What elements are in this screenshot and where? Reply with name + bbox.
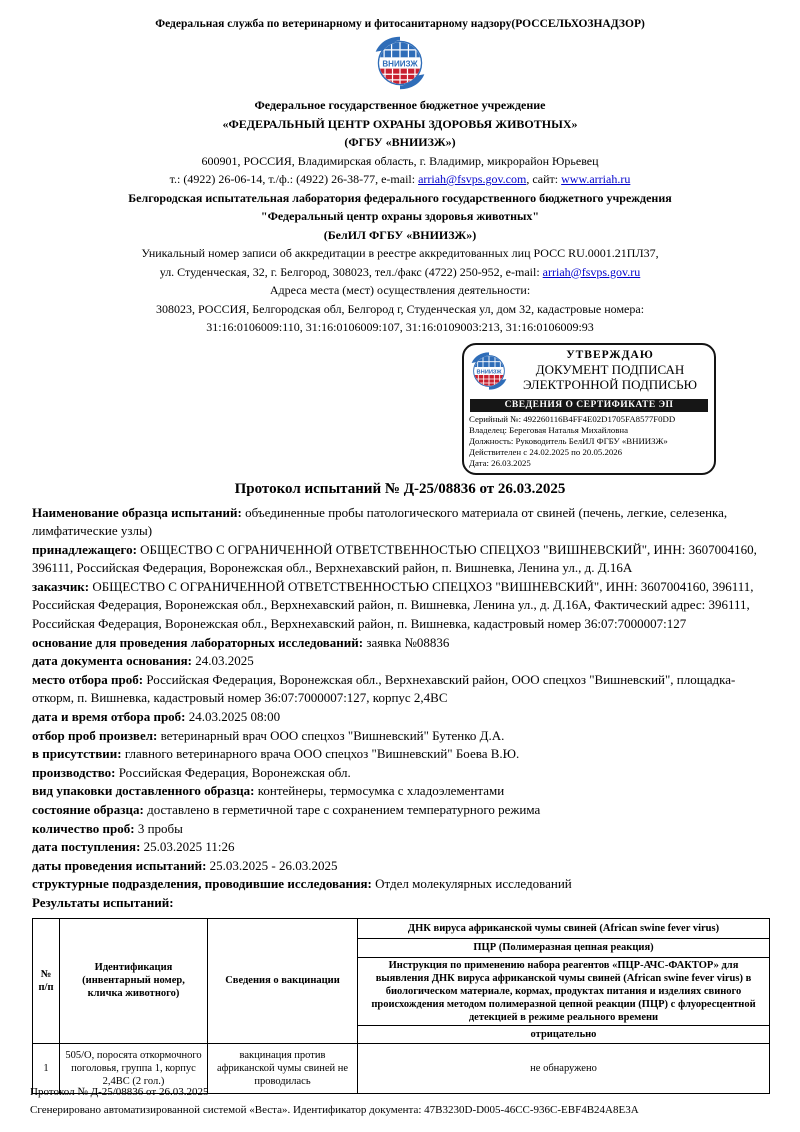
site-label: , сайт: [526, 172, 562, 186]
detail-sampled-by [32, 727, 772, 746]
svg-text:ВНИИЗЖ: ВНИИЗЖ [476, 368, 502, 375]
document-footer [30, 1084, 639, 1119]
detail-label: дата документа основания: [32, 653, 192, 669]
detail-basis [32, 634, 772, 653]
detail-customer [32, 578, 772, 634]
org-contacts [0, 170, 800, 189]
row-result-cell: не обнаружено [358, 1043, 770, 1093]
detail-value: главного ветеринарного врача ООО спецхоз "Вишневский" Боева В.Ю. [124, 746, 520, 762]
detail-sample-condition [32, 801, 772, 820]
footer-generated-by: Сгенерировано автоматизированной системой «Веста». Идентификатор документа: 47B3230D-D005-46CC-936C-EBF4B24A8E3A [30, 1103, 639, 1116]
stamp-validity: Действителен с 24.02.2025 по 20.05.2026 [469, 447, 623, 458]
contacts-prefix: т.: (4922) 26-06-14, т./ф.: (4922) 26-38-77, e-mail: [169, 172, 419, 186]
test-target-header: ДНК вируса африканской чумы свиней (African swine fever virus) [358, 918, 770, 938]
org-site-link[interactable]: www.arriah.ru [561, 172, 631, 186]
detail-sample-count [32, 820, 772, 839]
org-abbr: (ФГБУ «ВНИИЗЖ») [344, 135, 456, 149]
results-table [32, 918, 770, 1094]
detail-received-date [32, 838, 772, 857]
detail-test-dates [32, 857, 772, 876]
stamp-position: Должность: Руководитель БелИЛ ФГБУ «ВНИИЗЖ» [469, 435, 668, 446]
protocol-details [32, 504, 772, 913]
org-name: «ФЕДЕРАЛЬНЫЙ ЦЕНТР ОХРАНЫ ЗДОРОВЬЯ ЖИВОТНЫХ» [222, 116, 578, 131]
detail-label: состояние образца: [32, 802, 144, 818]
test-method-header: ПЦР (Полимеразная цепная реакция) [358, 938, 770, 957]
lab-name-line2: "Федеральный центр охраны здоровья животных" [260, 209, 540, 223]
stamp-globe-icon [469, 350, 509, 392]
detail-in-presence [32, 745, 772, 764]
org-email-link[interactable]: arriah@fsvps.gov.com [418, 172, 527, 186]
detail-label: в присутствии: [32, 746, 122, 762]
detail-label: основание для проведения лабораторных исследований: [32, 634, 364, 650]
row-vaccination-cell: вакцинация против африканской чумы свиней не проводилась [208, 1043, 358, 1093]
detail-value: объединенные пробы патологического материала от свиней (печень, легкие, селезенка, лимфатические узлы) [32, 504, 728, 539]
row-identification-cell: 505/О, поросята откормочного поголовья, группа 1, корпус 2,4ВС (2 гол.) [60, 1043, 208, 1093]
detail-label: количество проб: [32, 820, 135, 836]
svg-text:ВНИИЗЖ: ВНИИЗЖ [382, 59, 418, 69]
detail-label: даты проведения испытаний: [32, 857, 207, 873]
lab-email-link[interactable]: arriah@fsvps.gov.ru [542, 264, 641, 279]
detail-value: 3 пробы [137, 820, 183, 836]
detail-value: 25.03.2025 11:26 [143, 839, 235, 855]
stamp-certificate-bar: СВЕДЕНИЯ О СЕРТИФИКАТЕ ЭП [470, 399, 708, 412]
org-address: 600901, РОССИЯ, Владимирская область, г. Владимир, микрорайон Юрьевец [201, 153, 599, 168]
detail-departments [32, 875, 772, 894]
stamp-serial: Серийный №: 492260116B4FF4E02D1705FA8577F0DD [469, 413, 676, 424]
test-instruction-header: Инструкция по применению набора реагентов «ПЦР-АЧС-ФАКТОР» для выявления ДНК вируса африканской чумы свиней (African swine fever virus) в биологическом материале, кормах, продуктах питания и изделиях свиного происхождения методом полимеразной цепной реакции (ПЦР) с флуоресцентной детекцией в режиме реального времени [358, 957, 770, 1025]
detail-label: Наименование образца испытаний: [32, 504, 242, 520]
detail-value: ветеринарный врач ООО спецхоз "Вишневский" Бутенко Д.А. [160, 727, 505, 743]
stamp-approve-label: УТВЕРЖДАЮ [566, 348, 654, 361]
document-header [0, 0, 800, 337]
stamp-signed-line1: ДОКУМЕНТ ПОДПИСАН [535, 361, 685, 377]
detail-value: контейнеры, термосумка с хладоэлементами [257, 783, 505, 799]
detail-label: место отбора проб: [32, 671, 144, 687]
detail-label: Результаты испытаний: [32, 894, 174, 910]
detail-packaging [32, 782, 772, 801]
stamp-signed-line2: ЭЛЕКТРОННОЙ ПОДПИСЬЮ [523, 377, 697, 392]
detail-value: Российская Федерация, Воронежская обл. [118, 764, 351, 780]
detail-value: заявка №08836 [366, 634, 450, 650]
detail-label: заказчик: [32, 578, 90, 594]
detail-label: принадлежащего: [32, 541, 137, 557]
agency-name: Федеральная служба по ветеринарному и фитосанитарному надзору(РОССЕЛЬХОЗНАДЗОР) [155, 18, 645, 30]
accreditation-number: Уникальный номер записи об аккредитации в реестре аккредитованных лиц РОСС RU.0001.21ПЛ37, [141, 246, 659, 260]
vniizh-logo [0, 34, 800, 92]
lab-address [0, 263, 800, 282]
detail-label: вид упаковки доставленного образца: [32, 783, 255, 799]
cadastral-numbers: 31:16:0106009:110, 31:16:0106009:107, 31:16:0109003:213, 31:16:0106009:93 [206, 320, 594, 334]
stamp-owner: Владелец: Береговая Наталья Михайловна [469, 424, 629, 435]
detail-label: структурные подразделения, проводившие исследования: [32, 876, 372, 892]
detail-value: ОБЩЕСТВО С ОГРАНИЧЕННОЙ ОТВЕТСТВЕННОСТЬЮ СПЕЦХОЗ "ВИШНЕВСКИЙ", ИНН: 3607004160, 396111, Российская Федерация, Воронежская обл., Верхнехавский район, п. Вишневка, Ленина ул., д. Д.16А, Фактический адрес: 396111, Российская Федерация, Воронежская обл., Верхнехавский район, п. Вишневка, кадастровый номер 36:07:7000007:127 [32, 578, 754, 632]
protocol-title: Протокол испытаний № Д-25/08836 от 26.03.2025 [234, 480, 566, 497]
detail-value: 24.03.2025 08:00 [188, 709, 281, 725]
electronic-signature-stamp [462, 343, 716, 475]
activity-title: Адреса места (мест) осуществления деятельности: [269, 283, 531, 297]
row-num-cell: 1 [33, 1043, 60, 1093]
col-header-vaccination: Сведения о вакцинации [208, 918, 358, 1043]
stamp-vniizh-logo [469, 349, 511, 397]
lab-name-line1: Белгородская испытательная лаборатория федерального государственного бюджетного учреждения [128, 190, 672, 205]
col-header-num: № п/п [33, 918, 60, 1043]
detail-owner [32, 541, 772, 578]
org-type: Федеральное государственное бюджетное учреждение [254, 98, 546, 112]
detail-value: Российская Федерация, Воронежская обл., Верхнехавский район, ООО спецхоз "Вишневский", площадка-откорм, п. Вишневка, кадастровый номер 36:07:7000007:127, корпус 2,4ВС [32, 671, 736, 706]
detail-production [32, 764, 772, 783]
detail-label: дата и время отбора проб: [32, 709, 186, 725]
detail-sampling-place [32, 671, 772, 708]
detail-label: дата поступления: [32, 839, 141, 855]
detail-sample-name [32, 504, 772, 541]
results-table-wrap [32, 918, 770, 1094]
stamp-date: Дата: 26.03.2025 [469, 458, 531, 469]
test-norm-header: отрицательно [358, 1025, 770, 1043]
detail-value: 25.03.2025 - 26.03.2025 [209, 857, 338, 873]
vniizh-globe-icon [371, 34, 429, 92]
lab-abbr: (БелИЛ ФГБУ «ВНИИЗЖ») [323, 227, 477, 242]
lab-address-prefix: ул. Студенческая, 32, г. Белгород, 308023, тел./факс (4722) 250-952, e-mail: [159, 264, 543, 279]
col-header-identification: Идентификация (инвентарный номер, кличка животного) [60, 918, 208, 1043]
detail-basis-date [32, 652, 772, 671]
detail-value: ОБЩЕСТВО С ОГРАНИЧЕННОЙ ОТВЕТСТВЕННОСТЬЮ СПЕЦХОЗ "ВИШНЕВСКИЙ", ИНН: 3607004160, 396111, Российская Федерация, Воронежская обл., Верхнехавский район, п. Вишневка, Ленина ул., д. Д.16А [32, 541, 757, 576]
footer-protocol-number: Протокол № Д-25/08836 от 26.03.2025 [30, 1086, 209, 1098]
results-heading [32, 894, 772, 913]
detail-value: доставлено в герметичной таре с сохранением температурного режима [147, 802, 541, 818]
detail-label: отбор проб произвел: [32, 727, 158, 743]
detail-value: Отдел молекулярных исследований [375, 876, 572, 892]
activity-address: 308023, РОССИЯ, Белгородская обл, Белгород г, Студенческая ул, дом 32, кадастровые номера: [155, 301, 645, 316]
detail-sampling-datetime [32, 708, 772, 727]
detail-label: производство: [32, 764, 116, 780]
detail-value: 24.03.2025 [195, 653, 254, 669]
